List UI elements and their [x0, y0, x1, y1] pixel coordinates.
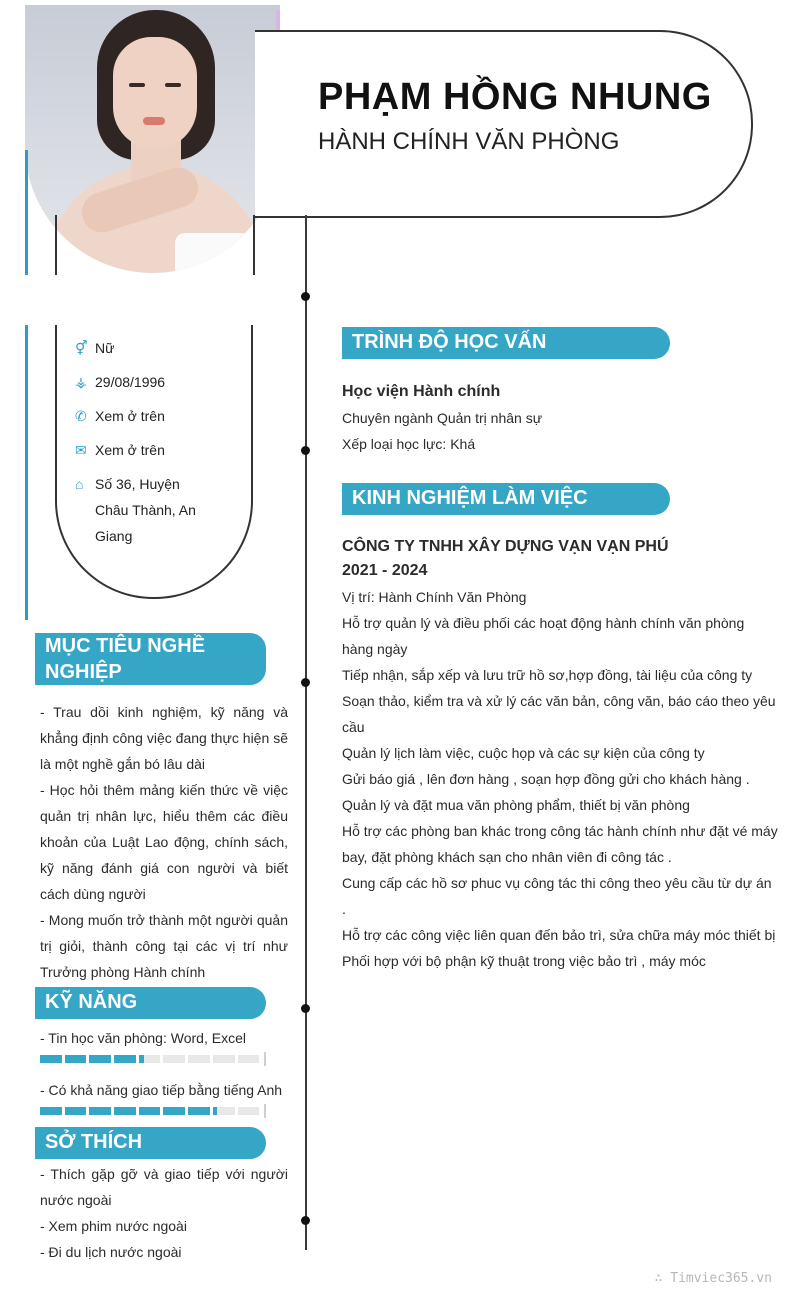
skill-label: - Có khả năng giao tiếp bằng tiếng Anh [40, 1082, 283, 1098]
experience-line: Quản lý và đặt mua văn phòng phẩm, thiết bị văn phòng [342, 797, 690, 813]
skill-bar [40, 1055, 266, 1066]
skill-segment [89, 1107, 111, 1115]
objective-paragraph: - Mong muốn trở thành một người quản trị giỏi, thành công tại các vị trí như Trưởng phòng Hành chính [40, 912, 288, 980]
skill-segment [114, 1055, 136, 1063]
company-name: CÔNG TY TNHH XÂY DỰNG VẠN VẠN PHÚ [342, 538, 669, 555]
skill-label: - Tin học văn phòng: Word, Excel [40, 1030, 246, 1046]
timeline-line [305, 215, 307, 1250]
experience-line: Vị trí: Hành Chính Văn Phòng [342, 589, 527, 605]
hobby-item: - Thích gặp gỡ và giao tiếp với người nước ngoài [40, 1166, 288, 1208]
timeline-dot [301, 1216, 310, 1225]
hobby-item: - Đi du lịch nước ngoài [40, 1244, 182, 1260]
contact-frame-top [55, 215, 255, 275]
contact-gender [75, 335, 205, 361]
skill-segment [213, 1055, 235, 1063]
home-icon: ⌂ [75, 476, 84, 492]
contact-text: 29/08/1996 [95, 374, 166, 390]
skill-segment [188, 1055, 210, 1063]
gender-icon: ⚥ [75, 340, 88, 356]
experience-line: Soạn thảo, kiểm tra và xử lý các văn bản, công văn, báo cáo theo yêu cầu [342, 693, 776, 735]
education-line: Chuyên ngành Quản trị nhân sự [342, 410, 543, 426]
work-period: 2021 - 2024 [342, 562, 428, 579]
education-heading: TRÌNH ĐỘ HỌC VẤN [342, 327, 670, 359]
timeline-dot [301, 446, 310, 455]
skill-segment [163, 1107, 185, 1115]
skill-segment [213, 1107, 235, 1115]
hobbies-heading: SỞ THÍCH [35, 1127, 266, 1159]
email-icon: ✉ [75, 442, 87, 458]
skill-bar [40, 1107, 266, 1118]
photo-accent-line [25, 150, 28, 275]
experience-line: Hỗ trợ các công việc liên quan đến bảo trì, sửa chữa máy móc thiết bị [342, 927, 776, 943]
experience-line: Cung cấp các hồ sơ phuc vụ công tác thi công theo yêu cầu từ dự án . [342, 875, 772, 917]
contact-address [75, 471, 205, 549]
header-frame [255, 30, 753, 218]
skill-bar-end [264, 1104, 266, 1118]
candidate-position: HÀNH CHÍNH VĂN PHÒNG [318, 128, 620, 155]
skill-segment [40, 1107, 62, 1115]
objective-heading: MỤC TIÊU NGHỀ NGHIỆP [35, 633, 266, 685]
skill-segment [114, 1107, 136, 1115]
skill-segment [65, 1107, 87, 1115]
objective-paragraph: - Trau dồi kinh nghiệm, kỹ năng và khẳng định công việc đang thực hiện sẽ là một nghề gắn bó lâu dài [40, 704, 288, 772]
left-accent-line [25, 325, 28, 620]
skill-segment [163, 1055, 185, 1063]
skill-segment [238, 1107, 260, 1115]
phone-icon: ✆ [75, 408, 87, 424]
experience-line: Gửi báo giá , lên đơn hàng , soạn hợp đồng gửi cho khách hàng . [342, 771, 750, 787]
timeline-dot [301, 1004, 310, 1013]
contact-email [75, 437, 205, 463]
skill-segment [139, 1107, 161, 1115]
skills-heading: KỸ NĂNG [35, 987, 266, 1019]
objective-paragraph: - Học hỏi thêm mảng kiến thức về việc quản trị nhân lực, hiểu thêm các điều khoản của Luật Lao động, chính sách, kỹ năng đánh giá con người và biết cách dùng người [40, 782, 288, 902]
candidate-name: PHẠM HỒNG NHUNG [318, 76, 712, 118]
timeline-dot [301, 292, 310, 301]
experience-line: Phối hợp với bộ phận kỹ thuật trong việc bảo trì , máy móc [342, 953, 706, 969]
school-name: Học viện Hành chính [342, 383, 501, 400]
skill-segment [40, 1055, 62, 1063]
contact-text: Nữ [95, 340, 115, 356]
contact-text: Xem ở trên [95, 442, 165, 458]
contact-phone [75, 403, 205, 429]
birthday-cake-icon: ⚶ [75, 374, 87, 390]
experience-line: Quản lý lịch làm việc, cuộc họp và các sự kiện của công ty [342, 745, 705, 761]
skill-segment [238, 1055, 260, 1063]
timeline-dot [301, 678, 310, 687]
hobby-item: - Xem phim nước ngoài [40, 1218, 187, 1234]
objective-text [40, 699, 288, 985]
skill-segment [188, 1107, 210, 1115]
skill-segment [65, 1055, 87, 1063]
education-line: Xếp loại học lực: Khá [342, 436, 476, 452]
experience-line: Hỗ trợ các phòng ban khác trong công tác hành chính như đặt vé máy bay, đặt phòng khách sạn cho nhân viên đi công tác . [342, 823, 778, 865]
education-details [342, 405, 772, 457]
skill-segment [139, 1055, 161, 1063]
experience-heading: KINH NGHIỆM LÀM VIỆC [342, 483, 670, 515]
watermark: ∴ Timviec365.vn [654, 1271, 772, 1286]
skill-segment [89, 1055, 111, 1063]
contact-text: Xem ở trên [95, 408, 165, 424]
hobbies-list [40, 1161, 288, 1265]
contact-birthday [75, 369, 205, 395]
experience-details [342, 584, 778, 974]
experience-line: Hỗ trợ quản lý và điều phối các hoạt động hành chính văn phòng hàng ngày [342, 615, 745, 657]
experience-line: Tiếp nhận, sắp xếp và lưu trữ hồ sơ,hợp đồng, tài liệu của công ty [342, 667, 753, 683]
skill-bar-end [264, 1052, 266, 1066]
contact-text: Số 36, Huyện Châu Thành, An Giang [95, 476, 196, 544]
